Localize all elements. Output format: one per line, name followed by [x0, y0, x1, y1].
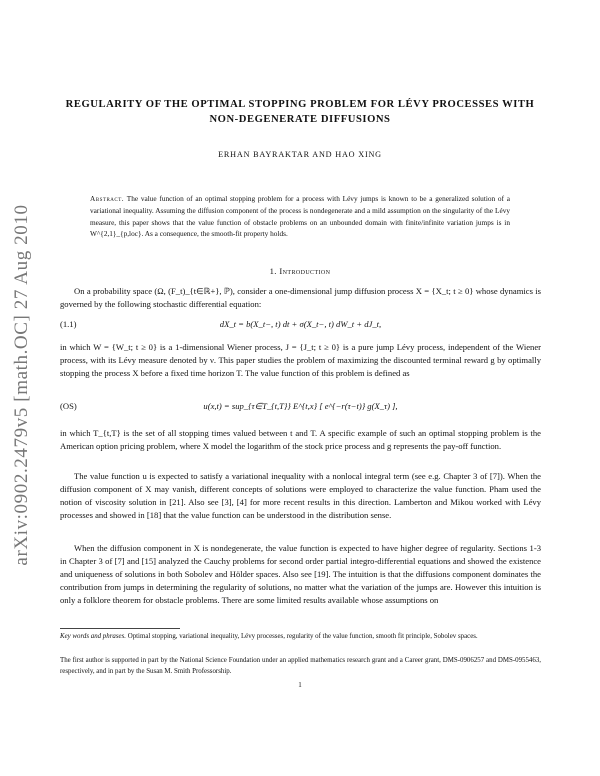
title-line-1: REGULARITY OF THE OPTIMAL STOPPING PROBLEM FOR LÉVY PROCESSES WITH	[65, 99, 535, 110]
abstract-label: Abstract.	[90, 194, 125, 203]
title-line-2: NON-DEGENERATE DIFFUSIONS	[209, 114, 391, 125]
equation-body: dX_t = b(X_t−, t) dt + σ(X_t−, t) dW_t + dJ_t,	[219, 319, 382, 329]
keywords-text: Optimal stopping, variational inequality, Lévy processes, regularity of the value function, smooth fit principle, Sobolev spaces.	[127, 633, 478, 640]
section-heading: 1. Introduction	[269, 266, 331, 276]
equation-tag: (OS)	[60, 401, 77, 411]
equation-tag: (1.1)	[60, 319, 77, 329]
page-number: 1	[298, 681, 302, 689]
footnote-keywords	[60, 632, 541, 643]
paragraph-5: When the diffusion component in X is nondegenerate, the value function is expected to have higher degree of regularity. Sections 1-3 in Chapter 3 of [7] and [15] analyzed the Cauchy problems for second order partial integro-differential equations and showed the existence and uniqueness of solutions in both Sobolev and Hölder spaces. Also see [19]. The intuition is that the diffusions component dominates the contribution from jumps in determining the regularity of solutions, no matter what the variation of the jumps are. However this intuition is only a folklore theorem for obstacle problems. There are some limited results available whose assumptions on	[60, 543, 541, 606]
abstract-text: The value function of an optimal stopping problem for a process with Lévy jumps is known to be a generalized solution of a variational inequality. Assuming the diffusion component of the process is nondegenerate and a mild assumption on the singularity of the Lévy measure, this paper shows that the value function of obstacle problems on an unbounded domain with finite/infinite variation jumps is in W^{2,1}_{p,loc}. As a consequence, the smooth-fit property holds.	[90, 194, 511, 239]
keywords-label: Key words and phrases.	[60, 633, 126, 640]
paper-title	[55, 97, 545, 127]
paragraph-2: in which W = {W_t; t ≥ 0} is a 1-dimensional Wiener process, J = {J_t; t ≥ 0} is a pure jump Lévy process, independent of the Wiener process, with its Lévy measure denoted by ν. This paper studies the problem of maximizing the discounted terminal reward g by optimally stopping the process X before a fixed time horizon T. The value function of this problem is defined as	[60, 342, 541, 379]
paragraph-4: The value function u is expected to satisfy a variational inequality with a nonlocal integral term (see e.g. Chapter 3 of [7]). When the diffusion component of X may vanish, different concepts of solutions were employed to characterize the value function. Pham used the notion of viscosity solution in [21]. Also see [3], [4] for more recent results in this direction. Lamberton and Mikou worked with Lévy processes and showed in [18] that the value function can be understood in the distribution sense.	[60, 471, 541, 521]
footnote-funding: The first author is supported in part by the National Science Foundation under an applied mathematics research grant and a Career grant, DMS-0906257 and DMS-0955463, respectively, and in part by the Susan M. Smith Professorship.	[60, 657, 541, 675]
paragraph-3: in which T_{t,T} is the set of all stopping times valued between t and T. A specific example of such an optimal stopping problem is the American option pricing problem, where X model the logarithm of the stock price process and g represents the pay-off function.	[60, 428, 541, 452]
equation-body: u(x,t) = sup_{τ∈T_{t,T}} E^{t,x} [ e^{−r(τ−t)} g(X_τ) ],	[203, 401, 398, 411]
footnote-rule	[60, 628, 180, 629]
equation-1-1	[60, 316, 541, 338]
paragraph-1: On a probability space (Ω, (F_t)_{t∈ℝ+}, ℙ), consider a one-dimensional jump diffusion process X = {X_t; t ≥ 0} whose dynamics is governed by the following stochastic differential equation:	[60, 286, 541, 310]
equation-os	[60, 398, 541, 420]
arxiv-stamp	[2, 175, 42, 595]
abstract	[90, 193, 510, 240]
authors: ERHAN BAYRAKTAR AND HAO XING	[218, 150, 382, 159]
arxiv-id: arXiv:0902.2479v5 [math.OC] 27 Aug 2010	[11, 204, 32, 566]
